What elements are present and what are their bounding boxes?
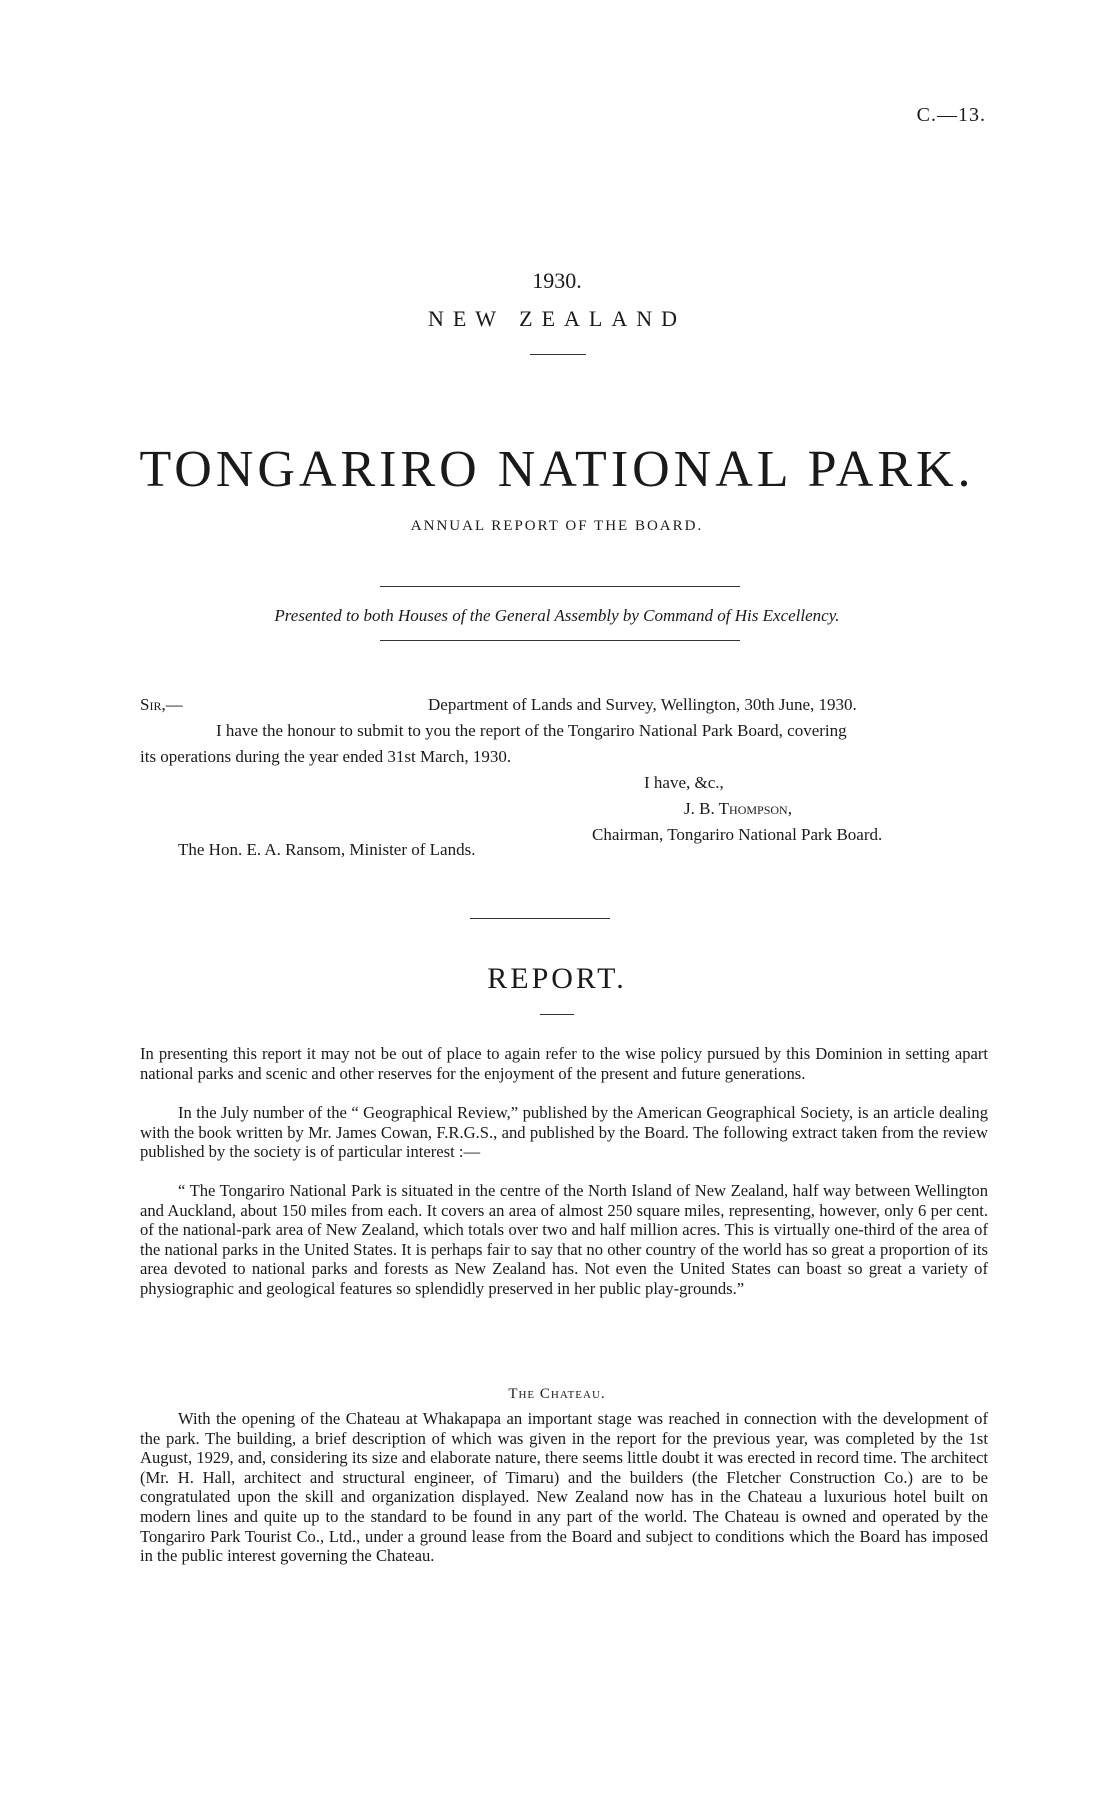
divider-mid: [470, 918, 610, 919]
letter-body-line-1: I have the honour to submit to you the report of the Tongariro National Park Board, covering: [216, 721, 847, 740]
chateau-paragraph: With the opening of the Chateau at Whakapapa an important stage was reached in connection with the development of the park. The building, a brief description of which was given in the report for the previous year, was completed by the 1st August, 1929, and, considering its size and elaborate nature, there seems little doubt it was erected in record time. The architect (Mr. H. Hall, architect and structural engineer, of Timaru) and the builders (the Fletcher Construction Co.) are to be congratulated upon the skill and organization displayed. New Zealand now has in the Chateau a luxurious hotel built on modern lines and quite up to the standard to be found in any part of the world. The Chateau is owned and operated by the Tongariro Park Tourist Co., Ltd., under a ground lease from the Board and subject to conditions which the Board has imposed in the public interest governing the Chateau.: [140, 1409, 988, 1566]
section-heading-chateau: The Chateau.: [508, 1386, 606, 1402]
document-title: TONGARIRO NATIONAL PARK.: [139, 441, 975, 498]
divider-short: [530, 354, 586, 355]
letter-signatory-title: Chairman, Tongariro National Park Board.: [592, 825, 883, 844]
divider-report: [540, 1014, 574, 1015]
presented-line: Presented to both Houses of the General Assembly by Command of His Excellency.: [274, 606, 840, 625]
letter-signatory: J. B. Thompson,: [684, 799, 792, 818]
report-paragraph-2: In the July number of the “ Geographical Review,” published by the American Geographical Society, is an article dealing with the book written by Mr. James Cowan, F.R.G.S., and published by the Board. The following extract taken from the review published by the society is of particular interest :—: [140, 1103, 988, 1162]
country-heading: NEW ZEALAND: [427, 306, 687, 331]
report-paragraph-1: In presenting this report it may not be out of place to again refer to the wise policy pursued by this Dominion in setting apart national parks and scenic and other reserves for the enjoyment of the present and future generations.: [140, 1044, 988, 1083]
letter-dateline: Department of Lands and Survey, Wellington, 30th June, 1930.: [428, 695, 857, 714]
letter-body-line-2: its operations during the year ended 31st March, 1930.: [140, 747, 512, 766]
document-subtitle: ANNUAL REPORT OF THE BOARD.: [410, 518, 704, 534]
page-reference: C.—13.: [916, 104, 986, 126]
letter-addressee: The Hon. E. A. Ransom, Minister of Lands.: [178, 840, 476, 859]
report-quote: “ The Tongariro National Park is situated in the centre of the North Island of New Zealand, half way between Wellington and Auckland, about 150 miles from each. It covers an area of almost 250 square miles, representing, however, only 6 per cent. of the national-park area of New Zealand, which totals over two and half million acres. This is virtually one-third of the area of the national parks in the United States. It is perhaps fair to say that no other country of the world has so great a proportion of its area devoted to national parks and forests as New Zealand has. Not even the United States can boast so great a variety of physiographic and geological features so splendidly preserved in her public play-grounds.”: [140, 1181, 988, 1298]
divider-top: [380, 586, 740, 587]
publication-year: 1930.: [532, 268, 582, 293]
report-heading: REPORT.: [487, 962, 627, 995]
divider-bottom: [380, 640, 740, 641]
letter-closing: I have, &c.,: [644, 773, 724, 792]
letter-salutation: Sir,—: [140, 695, 183, 714]
